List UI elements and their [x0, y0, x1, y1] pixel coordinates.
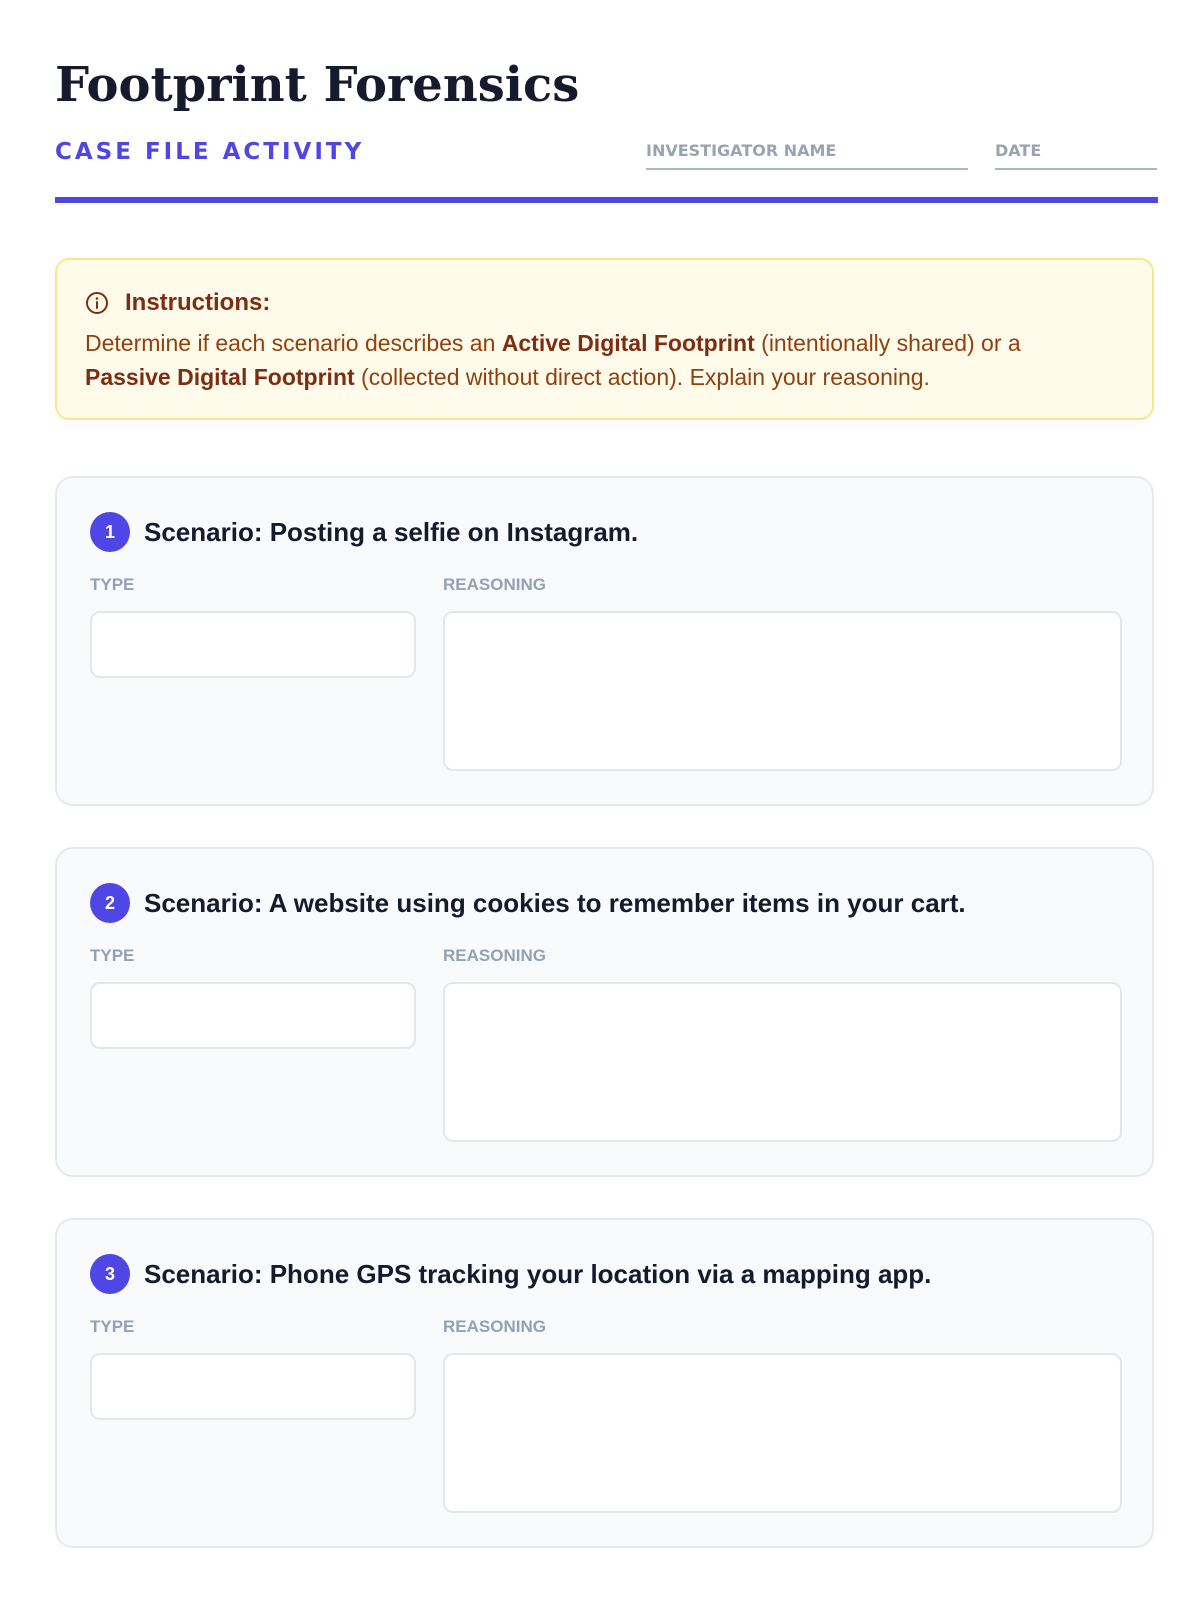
reasoning-textarea[interactable]	[443, 982, 1122, 1142]
instructions-text	[85, 326, 1126, 394]
date-label: DATE	[995, 141, 1042, 160]
scenario-header	[90, 511, 638, 553]
scenario-text: Scenario: Phone GPS tracking your location via a mapping app.	[144, 1258, 932, 1289]
reasoning-textarea[interactable]	[443, 1353, 1122, 1513]
instructions-heading-row	[85, 286, 1126, 320]
passive-footprint-term: Passive Digital Footprint	[85, 364, 355, 390]
scenario-number-badge: 2	[90, 883, 130, 923]
scenario-number-badge: 3	[90, 1254, 130, 1294]
scenario-text: Scenario: Posting a selfie on Instagram.	[144, 516, 639, 547]
type-label: TYPE	[90, 1317, 135, 1336]
instructions-text-part-1: Determine if each scenario describes an	[85, 330, 502, 356]
scenario-card-3	[55, 1218, 1154, 1548]
reasoning-label: REASONING	[443, 575, 546, 594]
date-field[interactable]	[995, 138, 1157, 170]
type-label: TYPE	[90, 575, 135, 594]
page-title: Footprint Forensics	[55, 57, 580, 113]
type-input[interactable]	[90, 982, 416, 1049]
scenario-card-1	[55, 476, 1154, 806]
instructions-text-part-3: (collected without direct action). Explain your reasoning.	[354, 364, 930, 390]
instructions-box	[55, 258, 1154, 420]
scenario-header	[90, 1253, 931, 1295]
instructions-text-part-2: (intentionally shared) or a	[754, 330, 1021, 356]
instructions-heading: Instructions:	[125, 289, 271, 316]
reasoning-label: REASONING	[443, 946, 546, 965]
info-circle-icon	[85, 291, 109, 315]
active-footprint-term: Active Digital Footprint	[501, 330, 755, 356]
investigator-name-label: INVESTIGATOR NAME	[646, 141, 837, 160]
investigator-name-field[interactable]	[646, 138, 968, 170]
scenario-number-badge: 1	[90, 512, 130, 552]
scenario-card-2	[55, 847, 1154, 1177]
type-input[interactable]	[90, 1353, 416, 1420]
scenario-header	[90, 882, 966, 924]
reasoning-textarea[interactable]	[443, 611, 1122, 771]
scenario-text: Scenario: A website using cookies to remember items in your cart.	[144, 887, 966, 918]
reasoning-label: REASONING	[443, 1317, 546, 1336]
page-subtitle: CASE FILE ACTIVITY	[55, 139, 365, 165]
header-divider	[55, 197, 1158, 203]
type-label: TYPE	[90, 946, 135, 965]
type-input[interactable]	[90, 611, 416, 678]
